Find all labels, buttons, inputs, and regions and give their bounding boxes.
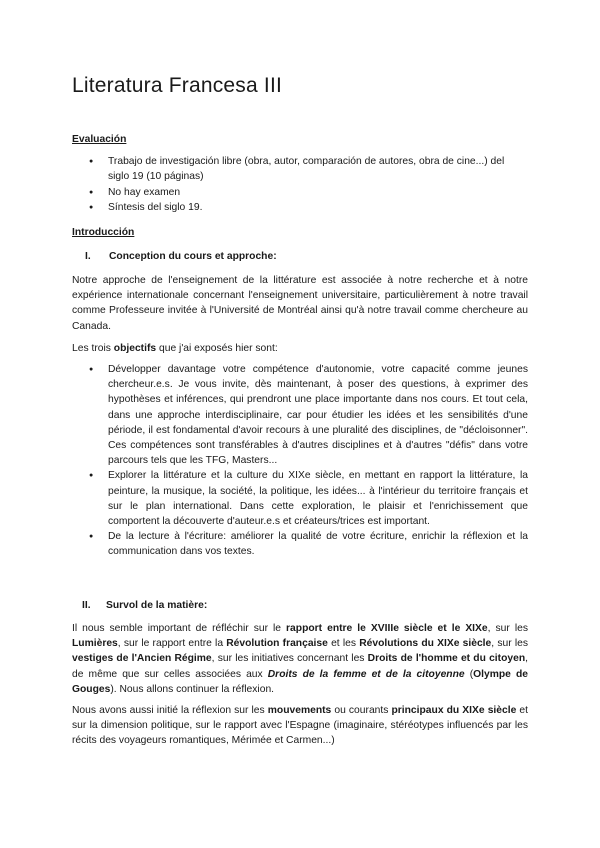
section1-heading [72, 249, 528, 264]
bold-run: vestiges de l'Ancien Régime [72, 653, 212, 665]
text-run: ). Nous allons continuer la réflexion. [110, 683, 275, 695]
section2-numeral: II. [82, 600, 91, 611]
section2-title: Survol de la matière: [106, 600, 208, 611]
bold-run: Révolution française [226, 638, 328, 650]
introduccion-heading-text: Introducción [72, 227, 135, 238]
section1-title: Conception du cours et approche: [109, 251, 277, 262]
bold-run: Lumières [72, 638, 118, 650]
bold-italic-run: Droits de la femme et de la citoyenne [267, 668, 465, 680]
evaluacion-section [72, 132, 528, 215]
list-item: ● Développer davantage votre compétence d'autonomie, votre capacité comme jeunes chercheur.e.s. Je vous invite, dès maintenant, à poser des questions, à exprimer des hypothèses et inférences, qui prendront une place importante dans nos cours. Et tout cela, dans une approche interdisciplinaire, car pour étudier les idées et les sensibilités d'une période, il est fondamental d'avoir recours à une pluralité des disciplines, de "décloisonner". Ces compétences sont transférables à d'autres disciplines et à d'autres "défis" dans votre parcours tels que les TFG, Masters... [72, 362, 528, 468]
bold-run: principaux du XIXe siècle [391, 705, 517, 716]
text-run: , sur les [491, 638, 528, 650]
introduccion-heading [72, 225, 528, 240]
text-run: Nous avons aussi initié la réflexion sur les [72, 705, 268, 716]
bold-run: mouvements [267, 705, 332, 716]
objectives-intro [72, 341, 528, 356]
section2-paragraph-1 [72, 621, 528, 697]
section2-paragraph-2 [72, 703, 528, 749]
objectives-list [72, 362, 528, 560]
text-run: Il nous semble important de réfléchir sur le [72, 623, 287, 634]
bold-run: Droits de l'homme et du citoyen [367, 653, 526, 665]
list-item: ● Síntesis del siglo 19. [72, 200, 528, 215]
text-run: ( [464, 668, 474, 680]
text-run: , sur le rapport entre la [117, 638, 227, 650]
objectives-pre: Les trois [72, 343, 114, 354]
page-title: Literatura Francesa III [72, 74, 283, 97]
text-run: et les [327, 638, 360, 650]
list-item: ● Trabajo de investigación libre (obra, autor, comparación de autores, obra de cine...) del siglo 19 (10 páginas) [72, 154, 528, 184]
text-run: , sur les initiatives concernant les [211, 653, 368, 665]
evaluacion-heading: Evaluación [72, 134, 127, 145]
list-item: ● De la lecture à l'écriture: améliorer la qualité de votre écriture, enrichir la réflexion et la communication dans vos textes. [72, 529, 528, 559]
text-run: et sur la dimension politique, sur le rapport avec l'Espagne (imaginaire, stéréotypes influencés par les récits des voyageurs romantiques, Mérimée et Carmen...) [72, 705, 528, 747]
text-run: , sur les [487, 623, 528, 634]
bold-run: rapport entre le XVIIIe siècle et le XIXe [286, 623, 488, 634]
text-run: , de même que sur celles associées aux [72, 653, 529, 680]
evaluacion-list [72, 154, 528, 215]
objectives-post: que j'ai exposés hier sont: [156, 343, 278, 354]
section1-numeral: I. [85, 251, 91, 262]
text-run: ou courants [331, 705, 392, 716]
list-item: ● No hay examen [72, 185, 528, 200]
list-item: ● Explorer la littérature et la culture du XIXe siècle, en mettant en rapport la littérature, la peinture, la musique, la société, la politique, les idées... à l'intérieur du territoire français et sur le plan international. Dans cette exploration, le plaisir et l'enrichissement que comportent la découverte d'auteur.e.s et créateurs/trices est important. [72, 468, 528, 529]
bold-run: Révolutions du XIXe siècle [359, 638, 492, 650]
section2-heading [72, 598, 528, 613]
section1-paragraph: Notre approche de l'enseignement de la littérature est associée à notre recherche et à notre expérience internationale concernant l'enseignement universitaire, particulièrement à notre travail comme Professeure invitée à l'Université de Montréal ainsi qu'à notre travail comme chercheure au Canada. [72, 275, 528, 332]
bold-run: Olympe de Gouges [72, 668, 528, 695]
objectives-bold: objectifs [113, 343, 157, 354]
